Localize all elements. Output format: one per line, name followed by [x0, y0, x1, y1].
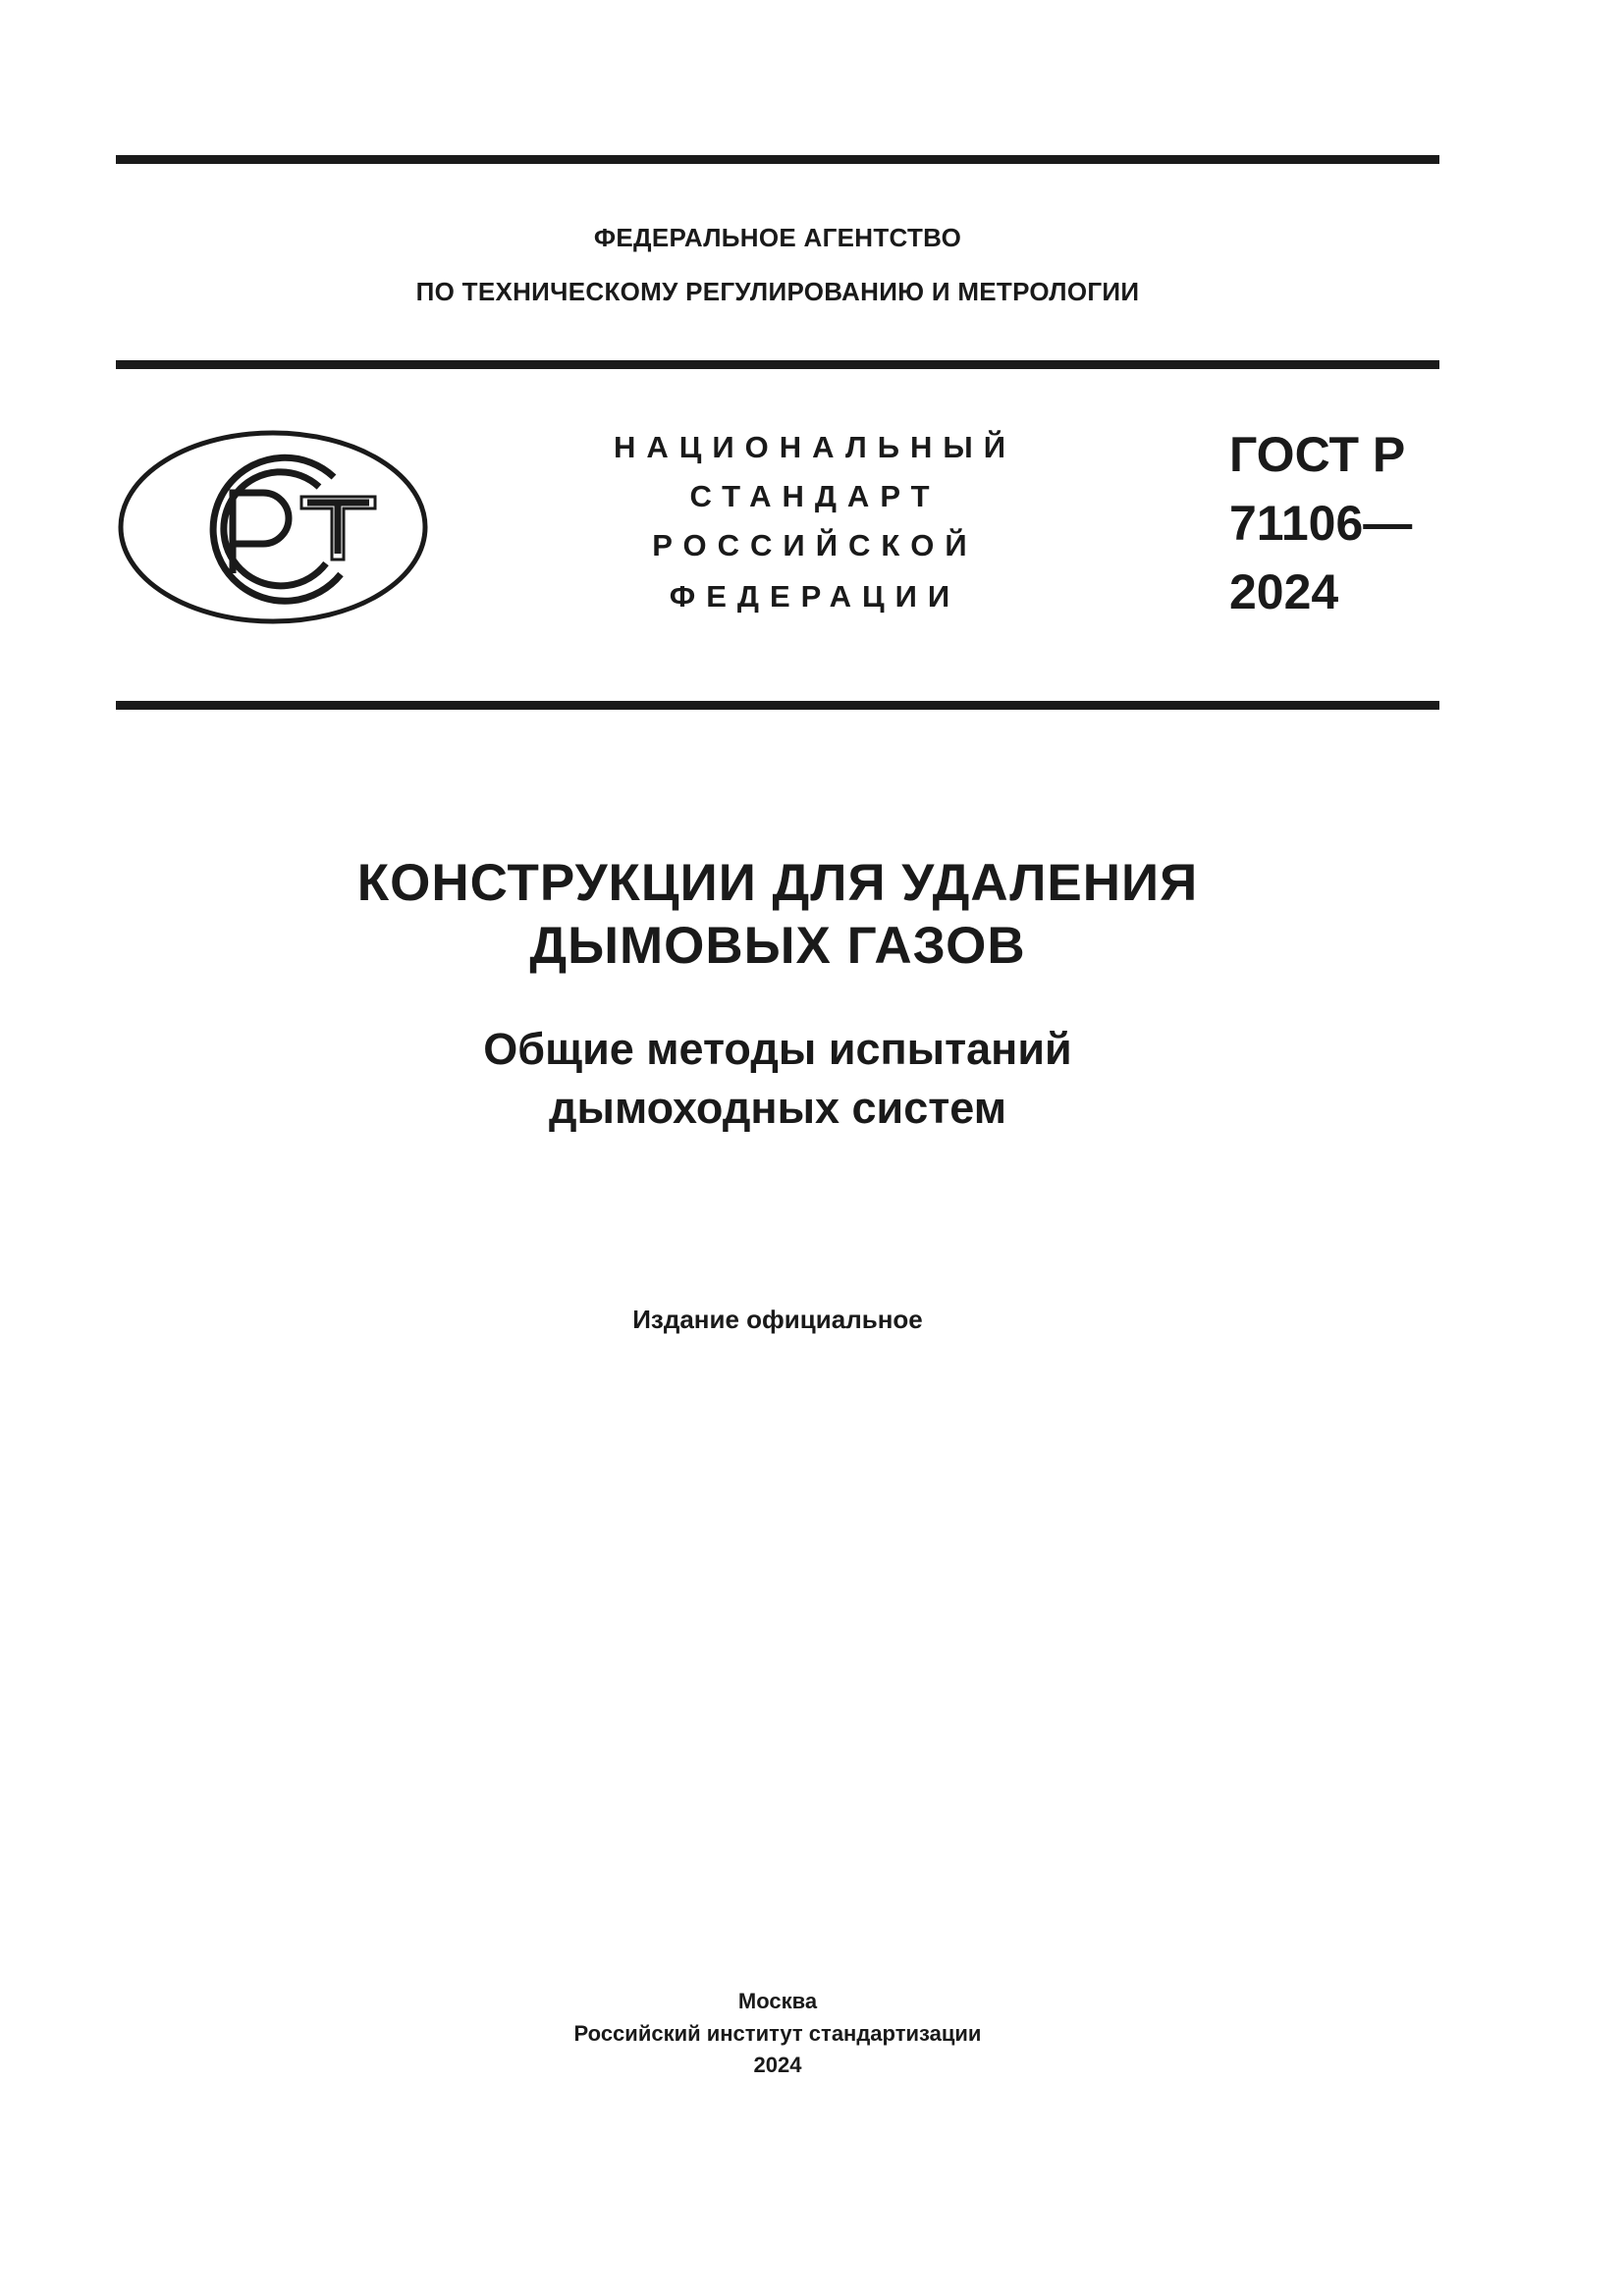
rst-certification-mark-icon — [116, 428, 430, 626]
agency-name-line-2: ПО ТЕХНИЧЕСКОМУ РЕГУЛИРОВАНИЮ И МЕТРОЛОГИИ — [415, 277, 1140, 306]
national-standard-line-4: ФЕДЕРАЦИИ — [669, 579, 961, 614]
document-title-line-1: КОНСТРУКЦИИ ДЛЯ УДАЛЕНИЯ — [356, 854, 1199, 912]
document-title-line-2: ДЫМОВЫХ ГАЗОВ — [529, 917, 1026, 975]
national-standard-line-2: СТАНДАРТ — [689, 479, 941, 513]
imprint-year: 2024 — [753, 2053, 802, 2077]
bottom-rule — [116, 701, 1439, 710]
standard-designation-line-1: ГОСТ Р — [1229, 427, 1406, 482]
national-standard-line-3: РОССИЙСКОЙ — [652, 528, 978, 562]
standard-designation-line-2: 71106— — [1229, 496, 1413, 551]
national-standard-line-1: НАЦИОНАЛЬНЫЙ — [613, 430, 1017, 464]
imprint-city: Москва — [737, 1989, 818, 2013]
document-subtitle-line-1: Общие методы испытаний — [483, 1024, 1072, 1074]
agency-name-line-1: ФЕДЕРАЛЬНОЕ АГЕНТСТВО — [593, 223, 962, 252]
edition-note: Издание официальное — [632, 1305, 923, 1334]
standard-designation-line-3: 2024 — [1229, 564, 1339, 619]
top-rule — [116, 155, 1439, 164]
document-subtitle-line-2: дымоходных систем — [548, 1083, 1007, 1133]
imprint-publisher: Российский институт стандартизации — [573, 2021, 982, 2046]
middle-rule — [116, 360, 1439, 369]
